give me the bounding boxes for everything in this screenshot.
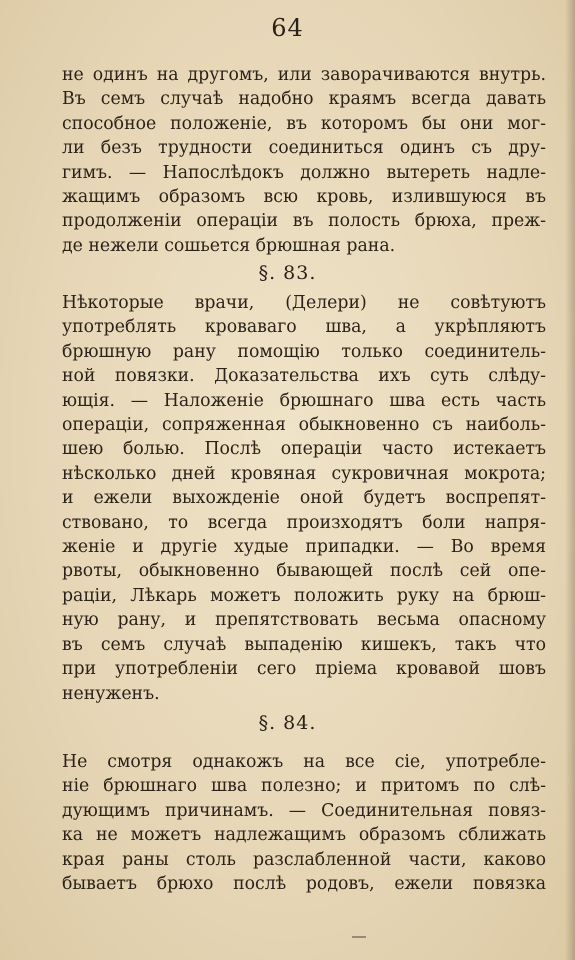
text-line: бываетъ брюхо послѣ родовъ, ежели повязка	[62, 874, 546, 895]
page-number: 64	[271, 14, 304, 42]
text-line: ющія. — Наложеніе брюшнаго шва есть часть	[62, 390, 546, 411]
text-line: употреблять кроваваго шва, а укрѣпляютъ	[62, 317, 546, 338]
text-line: шею болью. Послѣ операціи часто истекаетъ	[62, 439, 546, 460]
text-line: въ семъ случаѣ выпаденію кишекъ, такъ что	[62, 634, 546, 655]
text-line: жащимъ образомъ всю кровь, излившуюся въ	[62, 187, 546, 208]
section-heading-83: §. 83.	[258, 262, 317, 284]
text-line: при употребленіи сего пріема кровавой шовъ	[62, 659, 546, 680]
text-line: женіе и другіе худые припадки. — Во время	[62, 537, 546, 558]
page-edge-shadow	[565, 0, 575, 960]
text-line: дующимъ причинамъ. — Соединительная повяз-	[62, 800, 546, 821]
text-line: и ежели выхожденіе оной будетъ воспрепят-	[62, 488, 546, 509]
text-line: операціи, сопряженная обыкновенно съ наиболь-	[62, 415, 546, 436]
text-line: Не смотря однакожъ на все сіе, употребле-	[62, 752, 546, 772]
text-line: края раны столь разслабленной части, каково	[62, 849, 546, 870]
paragraph-section-83	[62, 291, 546, 706]
text-line: де нежели сошьется брюшная рана.	[62, 235, 396, 256]
text-line: не одинъ на другомъ, или заворачиваются внутрь.	[62, 65, 546, 85]
text-line: гимъ. — Напослѣдокъ должно вытереть надле-	[62, 162, 546, 183]
print-mark	[352, 936, 366, 938]
text-line: ніе брюшнаго шва полезно; и притомъ по слѣ-	[62, 776, 546, 797]
text-line: брюшную рану помощію только соединитель-	[62, 341, 546, 362]
text-line: способное положеніе, въ которомъ бы они мог-	[62, 113, 546, 134]
text-line: продолженіи операціи въ полость брюха, преж-	[62, 211, 546, 232]
text-line: ка не можетъ надлежащимъ образомъ сближать	[62, 825, 546, 846]
text-line: нѣсколько дней кровяная сукровичная мокрота;	[62, 463, 546, 484]
text-line: Нѣкоторые врачи, (Делери) не совѣтуютъ	[62, 293, 546, 313]
text-line: раціи, Лѣкарь можетъ положить руку на брюш-	[62, 585, 546, 606]
text-line: ненуженъ.	[62, 683, 160, 704]
paragraph-section-84	[62, 750, 546, 896]
paragraph-continuation	[62, 63, 546, 258]
text-line: ли безъ трудности соединиться одинъ съ дру-	[62, 138, 546, 159]
section-heading-84: §. 84.	[258, 712, 317, 734]
text-line: рвоты, обыкновенно бывающей послѣ сей опе-	[62, 561, 546, 582]
text-line: Въ семъ случаѣ надобно краямъ всегда давать	[62, 89, 546, 110]
text-line: ствовано, то всегда произходятъ боли напря-	[62, 512, 546, 533]
text-line: ной повязки. Доказательства ихъ суть слѣду-	[62, 366, 546, 387]
text-line: ную рану, и препятствовать весьма опасному	[62, 610, 546, 631]
